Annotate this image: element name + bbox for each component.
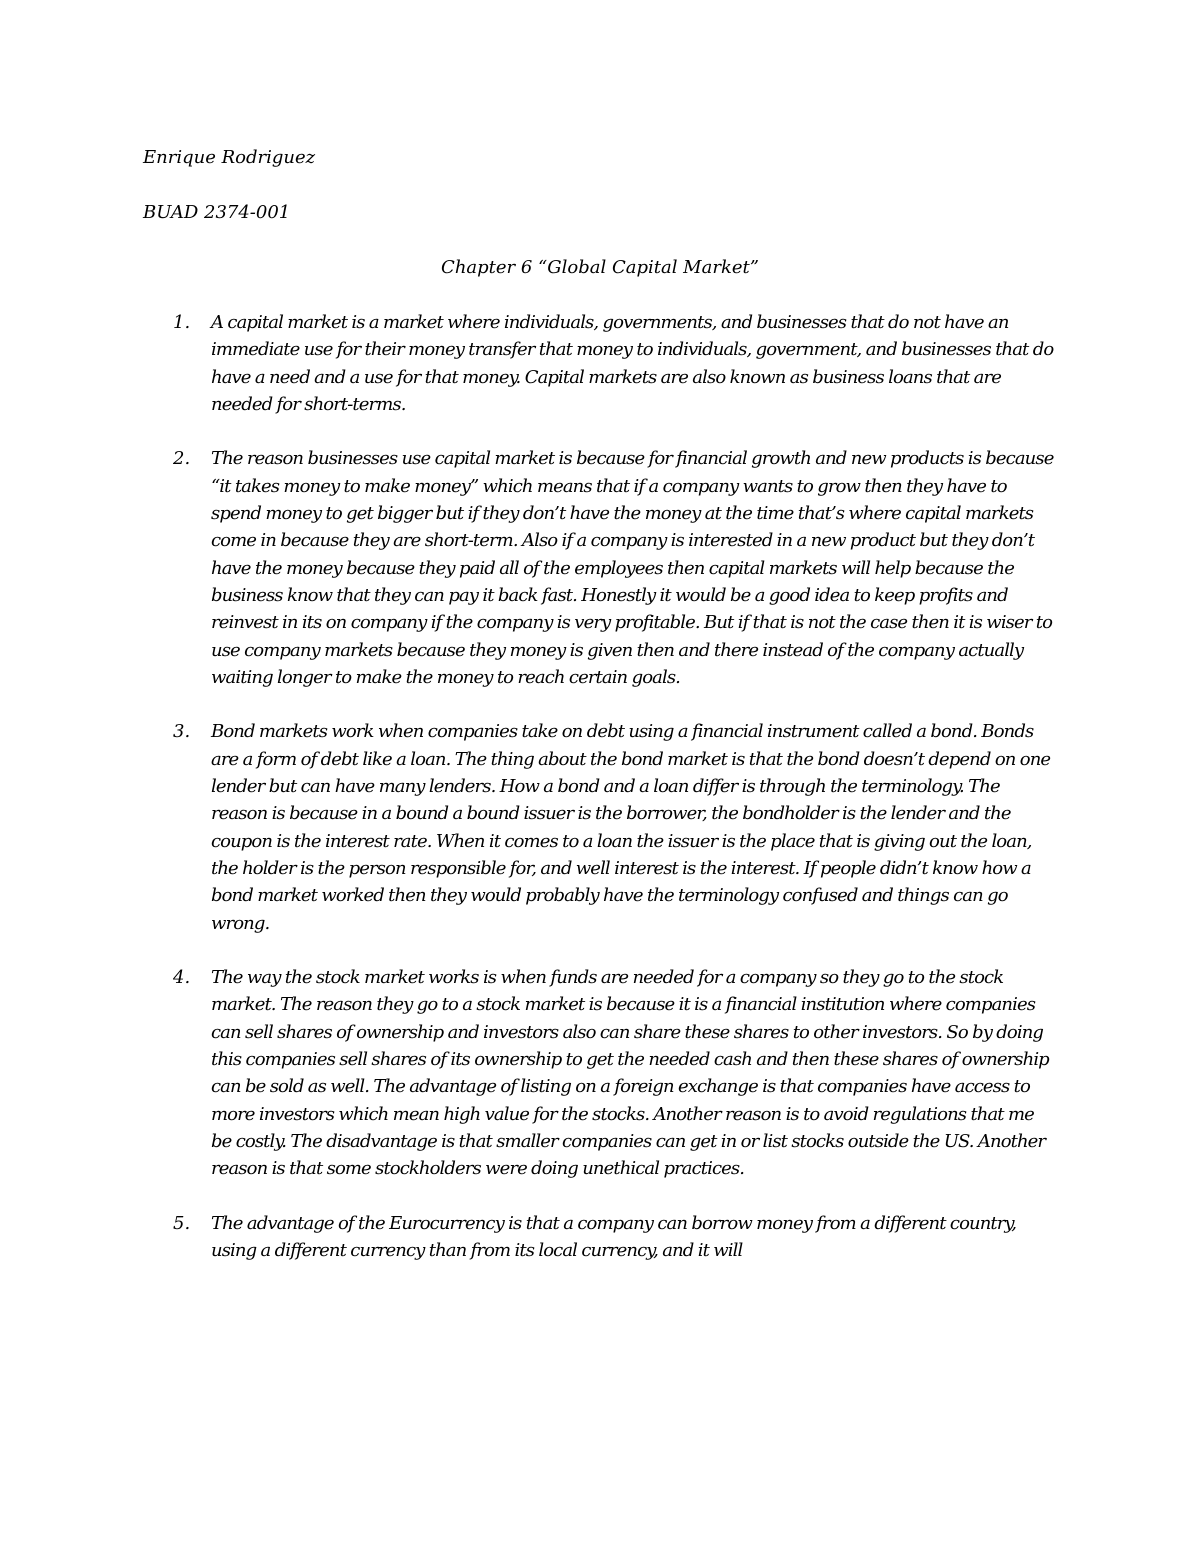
answer-list xyxy=(0,309,1057,1292)
list-item-number: 3. xyxy=(173,721,191,743)
list-item-number: 2. xyxy=(173,448,191,470)
list-item xyxy=(173,445,1057,691)
course-code: BUAD 2374-001 xyxy=(143,202,291,223)
list-item-number: 4. xyxy=(173,967,191,989)
list-item-text: The advantage of the Eurocurrency is that a company can borrow money from a different country, using a different currency than from its local currency, and it will xyxy=(211,1212,1017,1262)
list-item xyxy=(173,718,1057,936)
list-item-number: 5. xyxy=(173,1212,191,1234)
list-item-text: Bond markets work when companies take on debt using a financial instrument called a bond. Bonds are a form of debt like a loan. The thing about the bond market is that the bond doesn’t depend on one lender but can have many lenders. How a bond and a loan differ is through the terminology. The reason is because in a bound a bound issuer is the borrower, the bondholder is the lender and the coupon is the interest rate. When it comes to a loan the issuer is the place that is giving out the loan, the holder is the person responsible for, and well interest is the interest. If people didn’t know how a bond market worked then they would probably have the terminology confused and things can go wrong. xyxy=(211,721,1051,934)
list-item-text: The way the stock market works is when funds are needed for a company so they go to the stock market. The reason they go to a stock market is because it is a financial institution where companies can sell shares of ownership and investors also can share these shares to other investors. So by doing this companies sell shares of its ownership to get the needed cash and then these shares of ownership can be sold as well. The advantage of listing on a foreign exchange is that companies have access to more investors which mean high value for the stocks. Another reason is to avoid regulations that me be costly. The disadvantage is that smaller companies can get in or list stocks outside the US. Another reason is that some stockholders were doing unethical practices. xyxy=(211,967,1049,1180)
list-item-number: 1. xyxy=(173,312,191,333)
list-item xyxy=(173,309,1057,418)
list-item-text: A capital market is a market where individuals, governments, and businesses that do not have an immediate use for their money transfer that money to individuals, government, and businesses that do have a need and a use for that money. Capital markets are also known as business loans that are needed for short-terms. xyxy=(211,312,1054,415)
list-item xyxy=(173,964,1057,1182)
author-name: Enrique Rodriguez xyxy=(143,147,316,168)
page-title: Chapter 6 “Global Capital Market” xyxy=(441,257,759,278)
list-item xyxy=(173,1210,1057,1265)
list-item-text: The reason businesses use capital market is because for financial growth and new products is because “it takes money to make money” which means that if a company wants to grow then they have to spend money to get bigger but if they don’t have the money at the time that’s where capital markets come in because they are short-term. Also if a company is interested in a new product but they don’t have the money because they paid all of the employees then capital markets will help because the business know that they can pay it back fast. Honestly it would be a good idea to keep profits and reinvest in its on company if the company is very profitable. But if that is not the case then it is wiser to use company markets because they money is given then and there instead of the company actually waiting longer to make the money to reach certain goals. xyxy=(211,448,1054,688)
